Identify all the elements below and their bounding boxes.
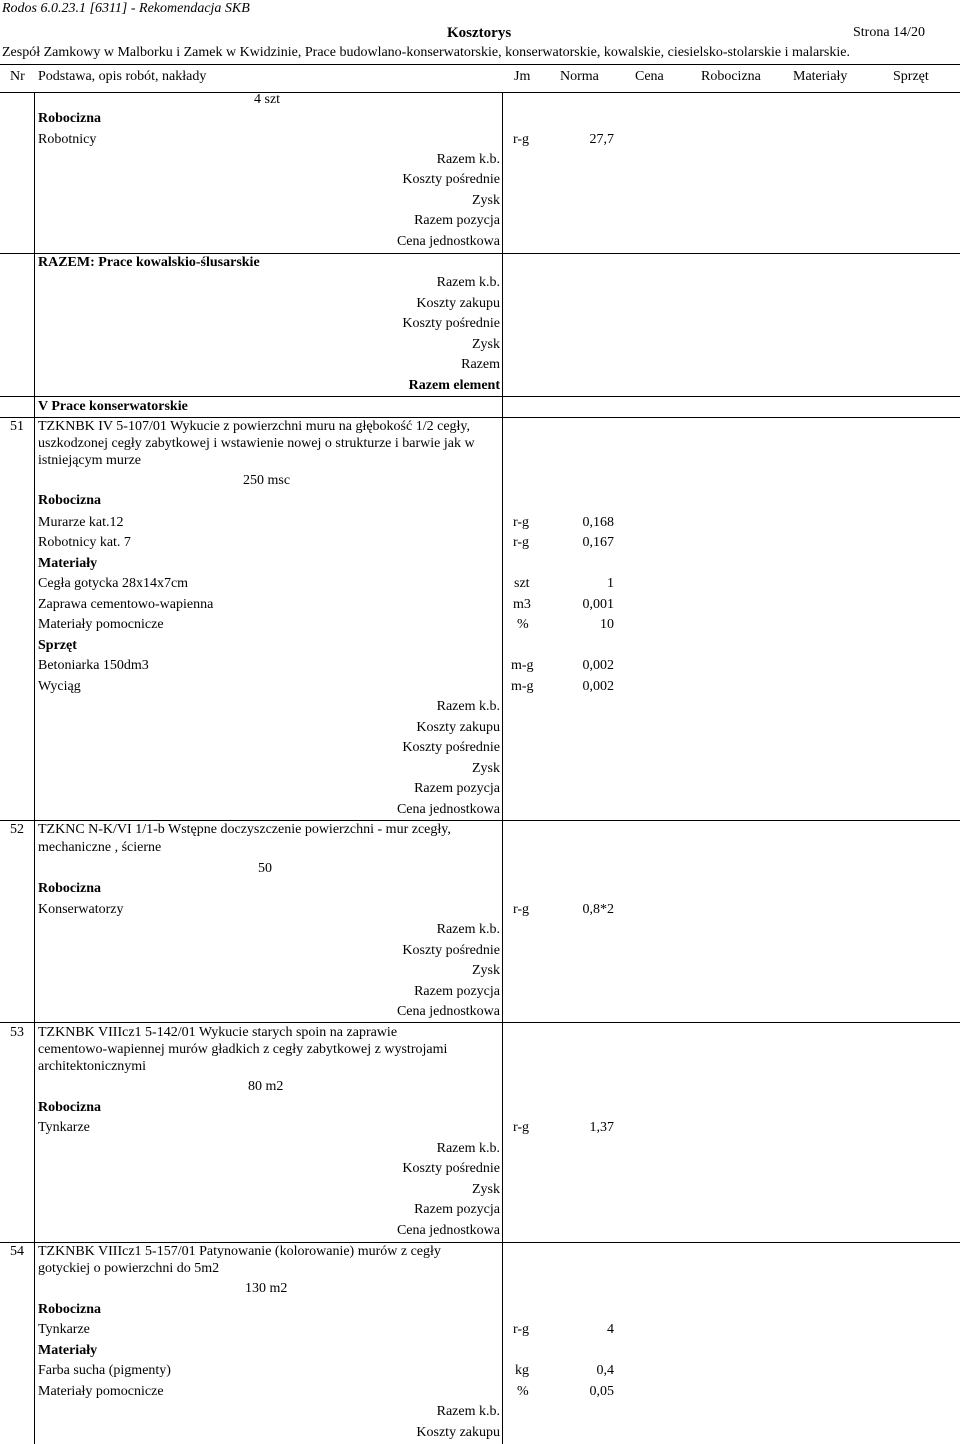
resource-norm: 0,167 <box>582 535 614 550</box>
resource-name: Tynkarze <box>38 1322 90 1337</box>
zysk: Zysk <box>472 337 500 352</box>
resource-unit: % <box>517 617 529 632</box>
resource-norm: 0,002 <box>582 679 614 694</box>
section-materialy: Materiały <box>38 1343 98 1358</box>
position-number: 52 <box>10 822 24 837</box>
position-number: 51 <box>10 419 24 434</box>
koszty-posrednie: Koszty pośrednie <box>402 740 500 755</box>
project-title: Zespół Zamkowy w Malborku i Zamek w Kwidzinie, Prace budowlano-konserwatorskie, konserwatorskie, kowalskie, ciesielsko-stolarskie i malarskie. <box>2 45 850 60</box>
resource-unit: kg <box>515 1363 529 1378</box>
razem-kb: Razem k.b. <box>436 152 500 167</box>
position-desc-line: istniejącym murze <box>38 453 142 468</box>
position-desc-line: TZKNBK VIIIcz1 5-157/01 Patynowanie (kolorowanie) murów z cegły <box>38 1244 441 1259</box>
qty: 50 <box>258 861 272 876</box>
resource-name: Tynkarze <box>38 1120 90 1135</box>
qty: 250 msc <box>243 473 291 488</box>
resource-name: Materiały pomocnicze <box>38 1384 164 1399</box>
cena-jednostkowa: Cena jednostkowa <box>396 234 500 249</box>
position-desc-line: uszkodzonej cegły zabytkowej i wstawienie nowej o strukturze i barwie jak w <box>38 436 475 451</box>
resource-norm: 1,37 <box>589 1120 614 1135</box>
resource-unit: % <box>517 1384 529 1399</box>
section-sprzet: Sprzęt <box>38 638 77 653</box>
resource-unit: r-g <box>513 1120 530 1135</box>
cena-jednostkowa: Cena jednostkowa <box>396 802 500 817</box>
resource-unit: r-g <box>513 132 530 147</box>
qty: 130 m2 <box>245 1281 288 1296</box>
resource-norm: 4 <box>607 1322 614 1337</box>
section-title: V Prace konserwatorskie <box>38 399 188 414</box>
col-materialy: Materiały <box>793 69 848 84</box>
resource-norm: 0,002 <box>582 658 614 673</box>
razem-pozycja: Razem pozycja <box>414 1202 500 1217</box>
col-desc: Podstawa, opis robót, nakłady <box>38 69 207 84</box>
razem-kb: Razem k.b. <box>436 1404 500 1419</box>
position-desc-line: architektonicznymi <box>38 1059 147 1074</box>
resource-norm: 10 <box>600 617 614 632</box>
resource-unit: szt <box>514 576 530 591</box>
resource-unit: r-g <box>513 902 530 917</box>
qty: 4 szt <box>254 92 281 107</box>
resource-unit: m-g <box>511 658 534 673</box>
resource-name: Robotnicy kat. 7 <box>38 535 131 550</box>
qty: 80 m2 <box>248 1079 284 1094</box>
resource-norm: 0,4 <box>596 1363 614 1378</box>
razem-pozycja: Razem pozycja <box>414 781 500 796</box>
section-robocizna: Robocizna <box>38 493 101 508</box>
page-number: Strona 14/20 <box>853 25 925 40</box>
resource-unit: r-g <box>513 515 530 530</box>
resource-norm: 0,05 <box>589 1384 614 1399</box>
razem-element: Razem element <box>408 378 500 393</box>
resource-norm: 0,8*2 <box>582 902 614 917</box>
koszty-zakupu: Koszty zakupu <box>416 296 500 311</box>
koszty-posrednie: Koszty pośrednie <box>402 172 500 187</box>
resource-norm: 0,168 <box>582 515 614 530</box>
resource-name: Wyciąg <box>38 679 81 694</box>
section-robocizna: Robocizna <box>38 111 101 126</box>
position-number: 54 <box>10 1244 24 1259</box>
resource-name: Cegła gotycka 28x14x7cm <box>38 576 189 591</box>
resource-name: Robotnicy <box>38 132 97 147</box>
resource-unit: m3 <box>513 597 531 612</box>
col-jm: Jm <box>514 69 531 84</box>
position-desc-line: TZKNBK IV 5-107/01 Wykucie z powierzchni muru na głębokość 1/2 cegły, <box>38 419 471 434</box>
razem-kb: Razem k.b. <box>436 1141 500 1156</box>
zysk: Zysk <box>472 1182 500 1197</box>
razem-section: RAZEM: Prace kowalskio-ślusarskie <box>38 255 260 270</box>
koszty-posrednie: Koszty pośrednie <box>402 1161 500 1176</box>
razem-pozycja: Razem pozycja <box>414 984 500 999</box>
position-desc-line: cementowo-wapiennej murów gładkich z cegły zabytkowej z wystrojami <box>38 1042 448 1057</box>
doc-title: Kosztorys <box>447 25 512 41</box>
resource-norm: 0,001 <box>582 597 614 612</box>
razem: Razem <box>461 357 500 372</box>
resource-name: Materiały pomocnicze <box>38 617 164 632</box>
resource-name: Farba sucha (pigmenty) <box>38 1363 171 1378</box>
resource-norm: 27,7 <box>589 132 614 147</box>
zysk: Zysk <box>472 963 500 978</box>
col-nr: Nr <box>10 69 25 84</box>
col-robocizna: Robocizna <box>701 69 761 84</box>
resource-unit: r-g <box>513 535 530 550</box>
razem-kb: Razem k.b. <box>436 922 500 937</box>
resource-name: Betoniarka 150dm3 <box>38 658 149 673</box>
resource-name: Murarze kat.12 <box>38 515 124 530</box>
col-norma: Norma <box>560 69 599 84</box>
position-desc-line: mechaniczne , ścierne <box>38 840 162 855</box>
section-materialy: Materiały <box>38 556 98 571</box>
section-robocizna: Robocizna <box>38 1302 101 1317</box>
resource-name: Zaprawa cementowo-wapienna <box>38 597 214 612</box>
col-cena: Cena <box>635 69 664 84</box>
koszty-zakupu: Koszty zakupu <box>416 720 500 735</box>
koszty-posrednie: Koszty pośrednie <box>402 943 500 958</box>
resource-unit: r-g <box>513 1322 530 1337</box>
koszty-posrednie: Koszty pośrednie <box>402 316 500 331</box>
resource-name: Konserwatorzy <box>38 902 124 917</box>
koszty-zakupu: Koszty zakupu <box>416 1425 500 1440</box>
position-desc-line: gotyckiej o powierzchni do 5m2 <box>38 1261 220 1276</box>
razem-kb: Razem k.b. <box>436 699 500 714</box>
section-robocizna: Robocizna <box>38 1100 101 1115</box>
zysk: Zysk <box>472 761 500 776</box>
position-desc-line: TZKNC N-K/VI 1/1-b Wstępne doczyszczenie powierzchni - mur zcegły, <box>38 822 451 837</box>
razem-pozycja: Razem pozycja <box>414 213 500 228</box>
resource-unit: m-g <box>511 679 534 694</box>
cena-jednostkowa: Cena jednostkowa <box>396 1223 500 1238</box>
col-sprzet: Sprzęt <box>893 69 929 84</box>
software-label: Rodos 6.0.23.1 [6311] - Rekomendacja SKB <box>2 1 250 16</box>
position-number: 53 <box>10 1025 24 1040</box>
zysk: Zysk <box>472 193 500 208</box>
section-robocizna: Robocizna <box>38 881 101 896</box>
position-desc-line: TZKNBK VIIIcz1 5-142/01 Wykucie starych spoin na zaprawie <box>38 1025 398 1040</box>
resource-norm: 1 <box>607 576 614 591</box>
razem-kb: Razem k.b. <box>436 275 500 290</box>
cena-jednostkowa: Cena jednostkowa <box>396 1004 500 1019</box>
